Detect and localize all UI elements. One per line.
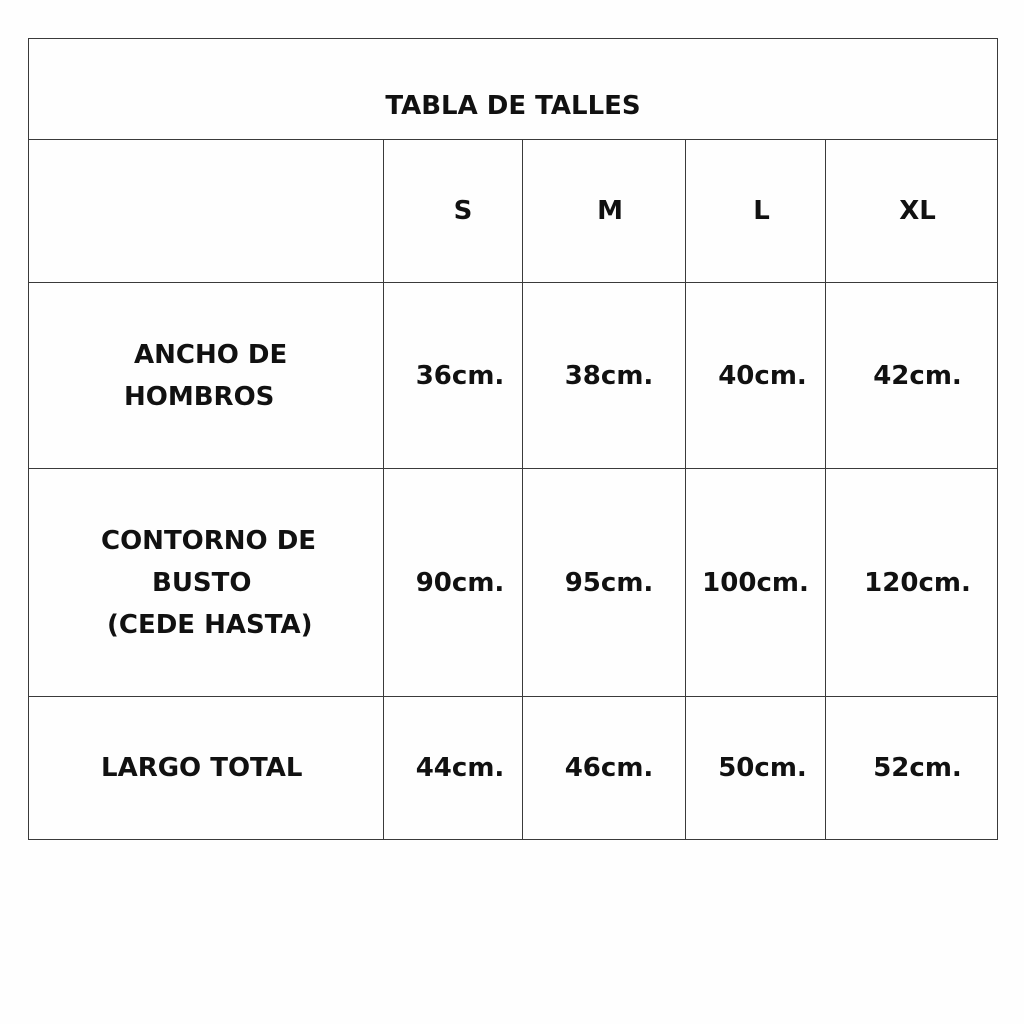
value-cell: 120cm. [826,469,998,697]
size-chart-table [28,38,998,840]
size-header-l: L [686,140,826,283]
table-title: TABLA DE TALLES [385,91,641,121]
size-header-row [29,140,998,283]
table-row [29,283,998,469]
value-cell: 95cm. [523,469,686,697]
value-cell: 50cm. [686,697,826,840]
value-cell: 42cm. [826,283,998,469]
value-cell: 52cm. [826,697,998,840]
value-cell: 36cm. [384,283,523,469]
value-cell: 46cm. [523,697,686,840]
row-label-line: CONTORNO DE [101,525,317,556]
row-label-line: (CEDE HASTA) [107,609,313,640]
title-row [29,39,998,140]
value-cell: 44cm. [384,697,523,840]
row-label-line: BUSTO [152,567,252,598]
value-cell: 38cm. [523,283,686,469]
table-title-cell [29,39,998,140]
value-cell: 90cm. [384,469,523,697]
table-row [29,469,998,697]
size-header-s: S [384,140,523,283]
size-header-xl: XL [826,140,998,283]
size-header-m: M [523,140,686,283]
corner-cell [29,140,384,283]
row-label-line: ANCHO DE [134,339,288,370]
row-label-largo-total [29,697,384,840]
row-label-line: LARGO TOTAL [101,753,303,783]
row-label-ancho-de-hombros [29,283,384,469]
value-cell: 100cm. [686,469,826,697]
row-label-line: HOMBROS [124,381,275,412]
table-row [29,697,998,840]
row-label-contorno-de-busto [29,469,384,697]
value-cell: 40cm. [686,283,826,469]
